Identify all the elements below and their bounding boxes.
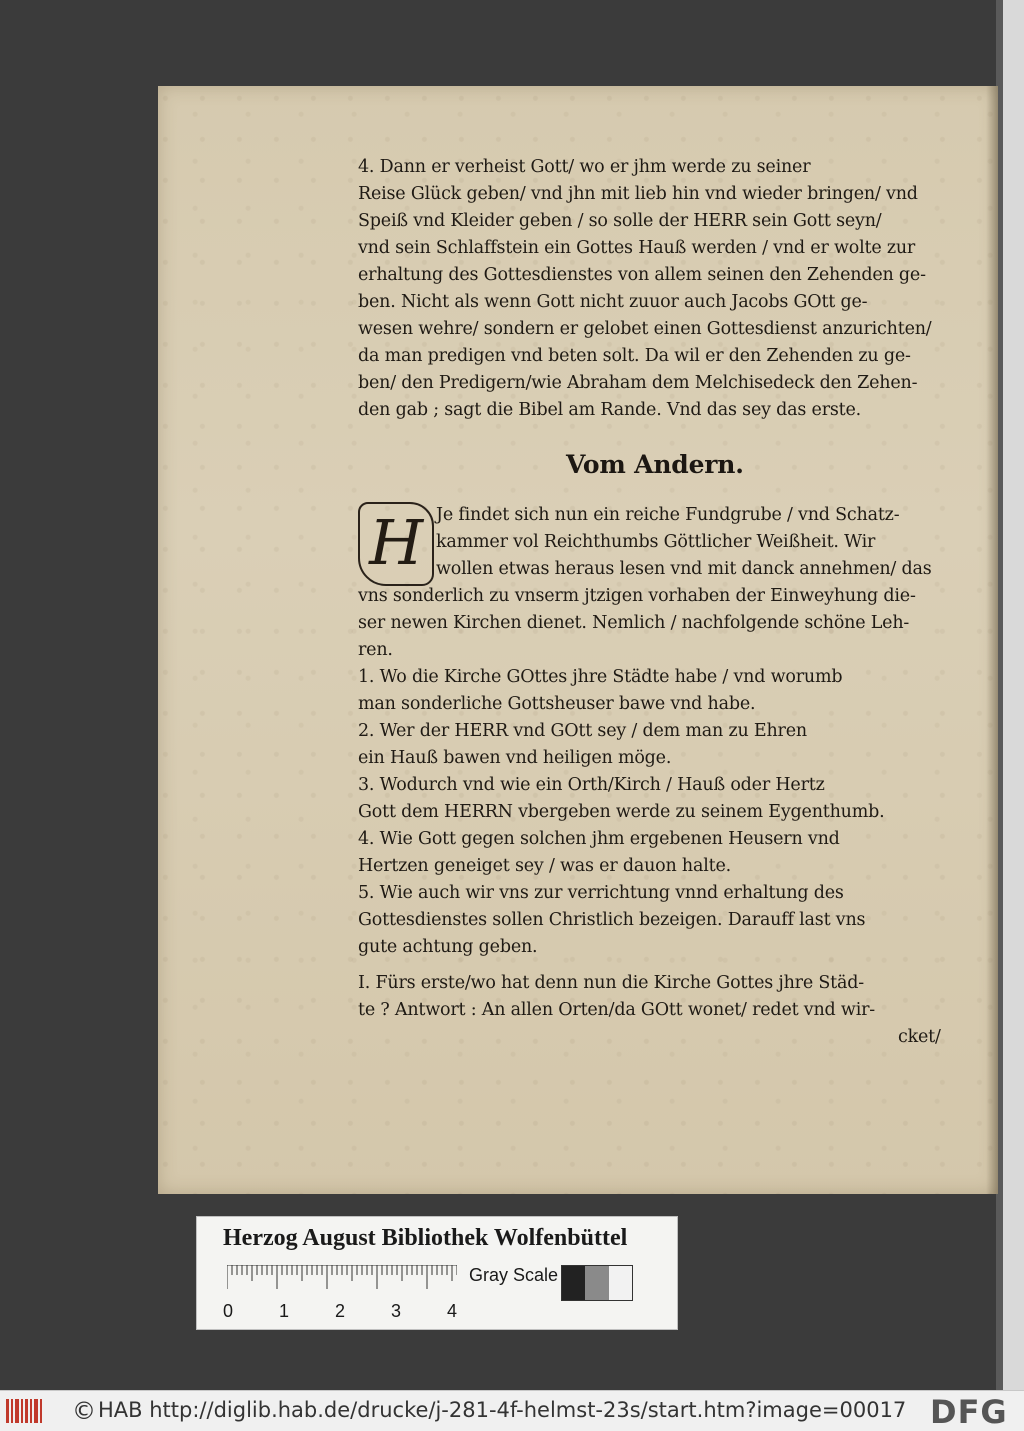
gray-swatch-mid xyxy=(585,1266,608,1300)
text-line: den gab ; sagt die Bibel am Rande. Vnd das sey das erste. xyxy=(358,400,861,420)
ruler-scale xyxy=(227,1265,457,1291)
text-line: wollen etwas heraus lesen vnd mit danck annehmen/ das xyxy=(436,559,932,579)
ruler-number: 0 xyxy=(223,1301,234,1321)
viewer-right-strip xyxy=(1003,0,1024,1390)
ruler-number: 1 xyxy=(279,1301,290,1321)
text-line: ben. Nicht als wenn Gott nicht zuuor auch Jacobs GOtt ge- xyxy=(358,292,868,312)
section-heading: Vom Andern. xyxy=(566,450,744,479)
text-line: te ? Antwort : An allen Orten/da GOtt wonet/ redet vnd wir- xyxy=(358,1000,875,1020)
text-line: 2. Wer der HERR vnd GOtt sey / dem man zu Ehren xyxy=(358,721,807,741)
ruler-number: 3 xyxy=(391,1301,402,1321)
text-line: 4. Wie Gott gegen solchen jhm ergebenen Heusern vnd xyxy=(358,829,840,849)
text-line: 1. Wo die Kirche GOttes jhre Städte habe / vnd worumb xyxy=(358,667,843,687)
text-line: da man predigen vnd beten solt. Da wil er den Zehenden zu ge- xyxy=(358,346,911,366)
footer-bar xyxy=(0,1390,1024,1431)
text-line: ein Hauß bawen vnd heiligen möge. xyxy=(358,748,672,768)
text-line: erhaltung des Gottesdienstes von allem seinen den Zehenden ge- xyxy=(358,265,926,285)
copyright-symbol: © xyxy=(72,1397,96,1425)
text-line: Gottesdienstes sollen Christlich bezeigen. Darauff last vns xyxy=(358,910,866,930)
text-line: kammer vol Reichthumbs Göttlicher Weißheit. Wir xyxy=(436,532,876,552)
gray-swatch-dark xyxy=(562,1266,585,1300)
text-line: 4. Dann er verheist Gott/ wo er jhm werde zu seiner xyxy=(358,157,811,177)
source-url[interactable]: HAB http://diglib.hab.de/drucke/j-281-4f-helmst-23s/start.htm?image=00017 xyxy=(98,1398,907,1422)
gray-swatch-light xyxy=(609,1266,632,1300)
text-line: 5. Wie auch wir vns zur verrichtung vnnd erhaltung des xyxy=(358,883,844,903)
text-line: vns sonderlich zu vnserm jtzigen vorhaben der Einweyhung die- xyxy=(358,586,916,606)
text-line: man sonderliche Gottsheuser bawe vnd habe. xyxy=(358,694,756,714)
text-line: Je findet sich nun ein reiche Fundgrube / vnd Schatz- xyxy=(436,505,900,525)
text-line: Speiß vnd Kleider geben / so solle der HERR sein Gott seyn/ xyxy=(358,211,882,231)
dfg-logo: DFG xyxy=(930,1393,1008,1431)
text-line: Gott dem HERRN vbergeben werde zu seinem Eygenthumb. xyxy=(358,802,885,822)
barcode-icon xyxy=(6,1399,44,1423)
decorated-initial: H xyxy=(358,502,434,586)
gray-scale-label: Gray Scale xyxy=(469,1265,559,1285)
ruler-number: 2 xyxy=(335,1301,346,1321)
text-line: gute achtung geben. xyxy=(358,937,538,957)
gray-scale-swatches xyxy=(561,1265,633,1301)
text-line: vnd sein Schlaffstein ein Gottes Hauß werden / vnd er wolte zur xyxy=(358,238,916,258)
scanned-page xyxy=(158,86,998,1194)
text-line: Reise Glück geben/ vnd jhn mit lieb hin vnd wieder bringen/ vnd xyxy=(358,184,918,204)
page-edge-shadow xyxy=(986,86,998,1194)
text-line: ren. xyxy=(358,640,393,660)
text-line: I. Fürs erste/wo hat denn nun die Kirche Gottes jhre Städ- xyxy=(358,973,864,993)
library-name: Herzog August Bibliothek Wolfenbüttel xyxy=(223,1225,628,1251)
ruler-number: 4 xyxy=(447,1301,458,1321)
color-reference-card xyxy=(196,1216,678,1330)
text-line: ser newen Kirchen dienet. Nemlich / nachfolgende schöne Leh- xyxy=(358,613,910,633)
text-line: Hertzen geneiget sey / was er dauon halte. xyxy=(358,856,731,876)
text-line: 3. Wodurch vnd wie ein Orth/Kirch / Hauß oder Hertz xyxy=(358,775,825,795)
text-line: cket/ xyxy=(898,1027,941,1047)
text-line: wesen wehre/ sondern er gelobet einen Gottesdienst anzurichten/ xyxy=(358,319,932,339)
text-line: ben/ den Predigern/wie Abraham dem Melchisedeck den Zehen- xyxy=(358,373,918,393)
